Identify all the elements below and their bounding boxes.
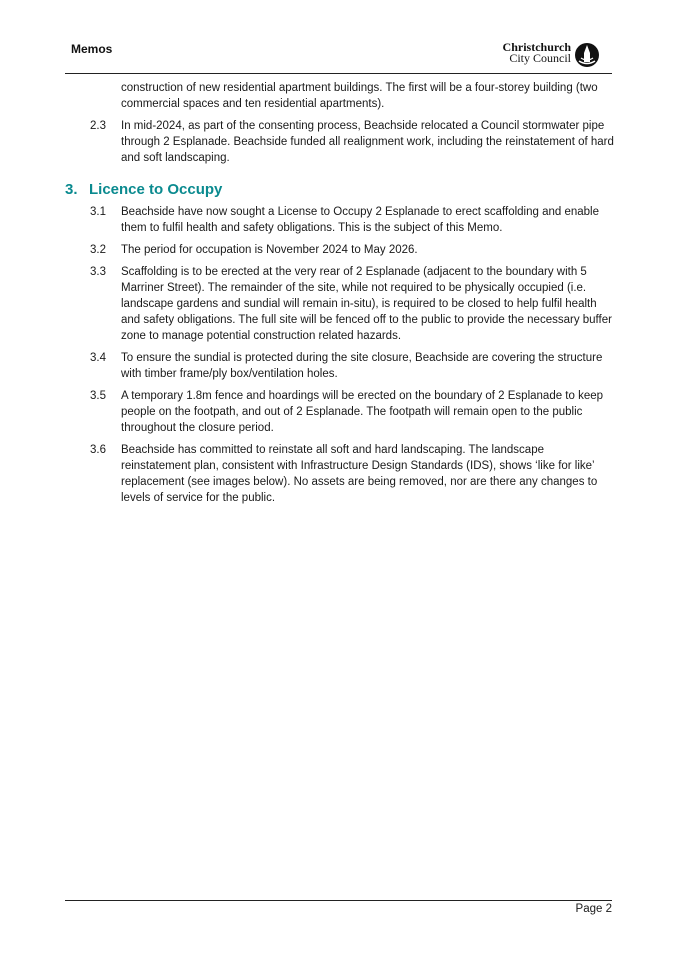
paragraph-3-3 [65, 264, 615, 344]
paragraph-text: The period for occupation is November 2024 to May 2026. [121, 244, 418, 256]
paragraph-number: 3.5 [90, 390, 106, 402]
paragraph-2-3 [65, 118, 615, 166]
paragraph-text: Beachside has committed to reinstate all soft and hard landscaping. The landscape reinstatement plan, consistent with Infrastructure Design Standards (IDS), shows ‘like for like’ replacement (see images below). No assets are being removed, nor are there any changes to levels of service for the public. [121, 444, 598, 504]
header-rule [65, 73, 612, 74]
cathedral-logo-icon [574, 42, 600, 73]
paragraph-text: A temporary 1.8m fence and hoardings will be erected on the boundary of 2 Esplanade to keep people on the footpath, and out of 2 Esplanade. The footpath will remain open to the public throughout the closure period. [121, 390, 604, 434]
paragraph-number: 3.4 [90, 352, 106, 364]
logo-text [503, 42, 571, 64]
paragraph-3-5 [65, 388, 615, 436]
section-3-heading [65, 180, 615, 200]
section-title: Licence to Occupy [89, 181, 223, 198]
paragraph-number: 2.3 [90, 120, 106, 132]
paragraph-text: Scaffolding is to be erected at the very rear of 2 Esplanade (adjacent to the boundary with 5 Marriner Street). The remainder of the site, while not required to be physically occupied (i.e. landscape gardens and sundial will remain in-situ), is required to be closed to help fulfil health and safety obligations. The full site will be fenced off to the public to provide the necessary buffer zone to manage potential construction related hazards. [121, 266, 612, 342]
paragraph-text: Beachside have now sought a License to Occupy 2 Esplanade to erect scaffolding and enable them to fulfil health and safety obligations. This is the subject of this Memo. [121, 206, 600, 234]
council-logo [503, 42, 600, 70]
intro-continuation: construction of new residential apartment buildings. The first will be a four-storey building (two commercial spaces and ten residential apartments). [121, 82, 598, 110]
page-header [65, 38, 612, 74]
header-title: Memos [71, 42, 113, 56]
paragraph-text: To ensure the sundial is protected during the site closure, Beachside are covering the structure with timber frame/ply box/ventilation holes. [121, 352, 603, 380]
paragraph-3-2 [65, 242, 615, 258]
paragraph-number: 3.3 [90, 266, 106, 278]
paragraph-3-4 [65, 350, 615, 382]
paragraph-3-6 [65, 442, 615, 506]
footer-rule [65, 900, 612, 901]
paragraph-text: In mid-2024, as part of the consenting process, Beachside relocated a Council stormwater pipe through 2 Esplanade. Beachside funded all realignment work, including the reinstatement of hard and soft landscaping. [121, 120, 614, 164]
section-number: 3. [65, 181, 78, 198]
paragraph-number: 3.1 [90, 206, 106, 218]
paragraph-number: 3.2 [90, 244, 106, 256]
paragraph-number: 3.6 [90, 444, 106, 456]
logo-line-2: City Council [509, 51, 571, 65]
paragraph-3-1 [65, 204, 615, 236]
logo-line-1: Christchurch [502, 40, 571, 54]
memo-body [65, 80, 615, 512]
page-number: Page 2 [575, 903, 612, 915]
